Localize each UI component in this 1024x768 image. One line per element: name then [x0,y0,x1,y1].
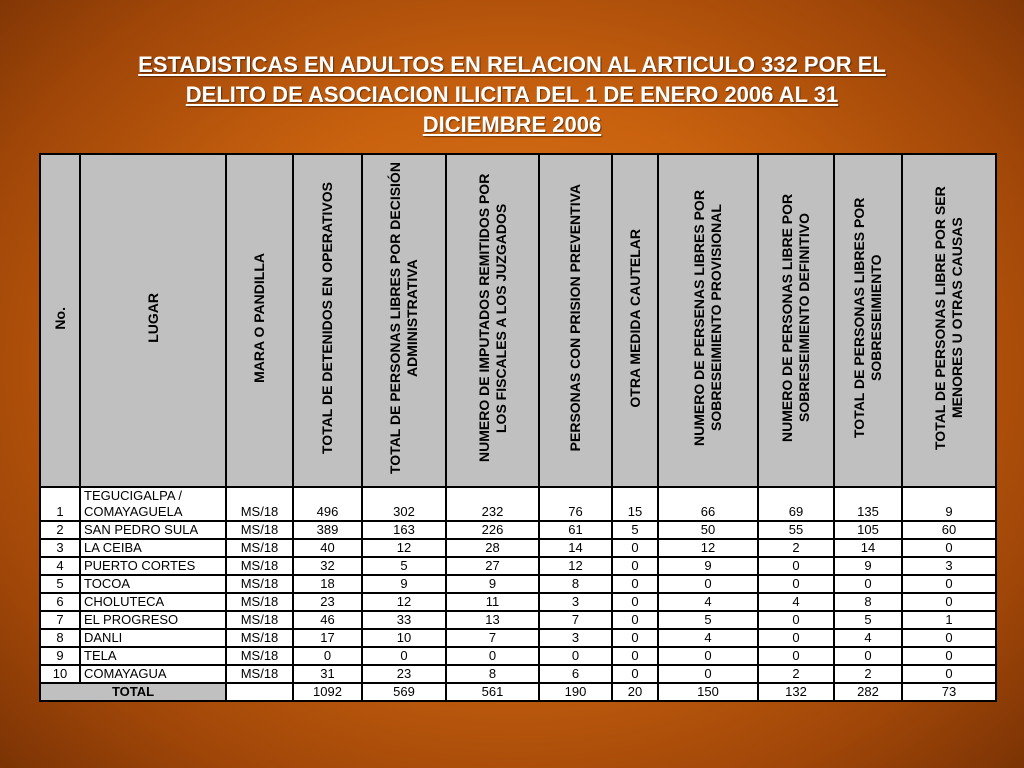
table-row [40,575,996,593]
menores-value: 0 [902,593,996,611]
table-row [40,647,996,665]
libres-admin-value: 23 [362,665,446,683]
menores-value: 0 [902,665,996,683]
header-label: TOTAL DE PERSONAS LIBRES POR SOBRESEIMIENTO [851,197,884,439]
header-lugar [80,154,226,487]
sobres-definitivo-value: 0 [758,647,834,665]
mara-value: MS/18 [226,611,293,629]
place-name: LA CEIBA [80,539,226,557]
place-name: COMAYAGUA [80,665,226,683]
cautelar-value: 0 [612,575,658,593]
menores-value: 1 [902,611,996,629]
sobres-provisional-value: 0 [658,647,758,665]
total-cell: 561 [446,683,539,701]
detenidos-value: 32 [293,557,362,575]
prision-value: 12 [539,557,612,575]
imputados-value: 226 [446,521,539,539]
header-libres-decision-administrativa [362,154,446,487]
total-cell: 1092 [293,683,362,701]
header-label: TOTAL DE PERSONAS LIBRE POR SER MENORES U OTRAS CAUSAS [932,186,965,450]
row-number: 9 [40,647,80,665]
sobres-provisional-value: 0 [658,575,758,593]
detenidos-value: 17 [293,629,362,647]
header-label: LUGAR [144,293,161,343]
total-cell: 150 [658,683,758,701]
header-label: No. [51,306,68,330]
imputados-value: 11 [446,593,539,611]
prision-value: 7 [539,611,612,629]
detenidos-value: 18 [293,575,362,593]
table-header [40,154,996,487]
sobres-definitivo-value: 0 [758,557,834,575]
sobres-provisional-value: 9 [658,557,758,575]
detenidos-value: 46 [293,611,362,629]
prision-value: 8 [539,575,612,593]
slide-title [40,50,984,140]
table-row [40,665,996,683]
imputados-value: 7 [446,629,539,647]
sobres-definitivo-value: 0 [758,629,834,647]
total-sobres-value: 5 [834,611,902,629]
total-sobres-value: 2 [834,665,902,683]
cautelar-value: 0 [612,539,658,557]
table-row [40,593,996,611]
sobres-definitivo-value: 55 [758,521,834,539]
table-row [40,539,996,557]
place-name: SAN PEDRO SULA [80,521,226,539]
header-prision-preventiva [539,154,612,487]
sobres-provisional-value: 50 [658,521,758,539]
row-number: 8 [40,629,80,647]
total-cell: 569 [362,683,446,701]
libres-admin-value: 33 [362,611,446,629]
sobres-provisional-value: 4 [658,593,758,611]
detenidos-value: 23 [293,593,362,611]
title-line-1: ESTADISTICAS EN ADULTOS EN RELACION AL ARTICULO 332 POR EL [138,52,886,77]
total-cell: 190 [539,683,612,701]
libres-admin-value: 12 [362,539,446,557]
mara-value: MS/18 [226,629,293,647]
place-name: TOCOA [80,575,226,593]
header-sobreseimiento-definitivo [758,154,834,487]
place-name: EL PROGRESO [80,611,226,629]
sobres-provisional-value: 5 [658,611,758,629]
row-number: 1 [40,487,80,521]
libres-admin-value: 163 [362,521,446,539]
header-menores-otras-causas [902,154,996,487]
imputados-value: 9 [446,575,539,593]
table-body [40,487,996,683]
total-sobres-value: 0 [834,647,902,665]
header-imputados-remitidos [446,154,539,487]
header-label: MARA O PANDILLA [251,253,267,383]
imputados-value: 0 [446,647,539,665]
sobres-definitivo-value: 2 [758,539,834,557]
row-number: 2 [40,521,80,539]
prision-value: 3 [539,593,612,611]
libres-admin-value: 12 [362,593,446,611]
prision-value: 14 [539,539,612,557]
table-row [40,629,996,647]
statistics-table [39,153,997,702]
mara-value: MS/18 [226,647,293,665]
detenidos-value: 496 [293,487,362,521]
menores-value: 9 [902,487,996,521]
total-cell: 132 [758,683,834,701]
mara-value: MS/18 [226,593,293,611]
imputados-value: 27 [446,557,539,575]
header-label: TOTAL DE DETENIDOS EN OPERATIVOS [319,182,335,454]
detenidos-value: 389 [293,521,362,539]
header-label: PERSONAS CON PRISION PREVENTIVA [567,184,583,452]
total-cell: 20 [612,683,658,701]
total-sobres-value: 14 [834,539,902,557]
libres-admin-value: 0 [362,647,446,665]
cautelar-value: 0 [612,593,658,611]
title-line-2: DELITO DE ASOCIACION ILICITA DEL 1 DE ENERO 2006 AL 31 [185,82,839,107]
cautelar-value: 15 [612,487,658,521]
place-name: TELA [80,647,226,665]
cautelar-value: 0 [612,611,658,629]
libres-admin-value: 302 [362,487,446,521]
place-name: CHOLUTECA [80,593,226,611]
header-total-detenidos [293,154,362,487]
title-line-3: DICIEMBRE 2006 [422,112,602,137]
header-mara-o-pandilla [226,154,293,487]
total-cell: 282 [834,683,902,701]
table-row [40,521,996,539]
table-row [40,557,996,575]
table-footer [40,683,996,701]
cautelar-value: 0 [612,629,658,647]
cautelar-value: 0 [612,647,658,665]
sobres-provisional-value: 0 [658,665,758,683]
table-row [40,487,996,521]
header-no [40,154,80,487]
header-label: NUMERO DE PERSENAS LIBRES POR SOBRESEIMIENTO PROVISIONAL [691,190,724,446]
cautelar-value: 0 [612,665,658,683]
total-row [40,683,996,701]
place-name: PUERTO CORTES [80,557,226,575]
total-sobres-value: 9 [834,557,902,575]
header-sobreseimiento-provisional [658,154,758,487]
header-label: NUMERO DE PERSONAS LIBRE POR SOBRESEIMIENTO DEFINITIVO [779,193,812,443]
cautelar-value: 5 [612,521,658,539]
table-row [40,611,996,629]
imputados-value: 232 [446,487,539,521]
detenidos-value: 40 [293,539,362,557]
total-sobres-value: 4 [834,629,902,647]
total-sobres-value: 105 [834,521,902,539]
prision-value: 76 [539,487,612,521]
place-name: DANLI [80,629,226,647]
total-sobres-value: 0 [834,575,902,593]
menores-value: 60 [902,521,996,539]
sobres-provisional-value: 12 [658,539,758,557]
header-label: TOTAL DE PERSONAS LIBRES POR DECISIÓN ADMINISTRATIVA [387,162,420,474]
libres-admin-value: 9 [362,575,446,593]
row-number: 5 [40,575,80,593]
header-otra-medida-cautelar [612,154,658,487]
sobres-definitivo-value: 2 [758,665,834,683]
prision-value: 0 [539,647,612,665]
header-label: OTRA MEDIDA CAUTELAR [626,228,643,408]
mara-value: MS/18 [226,575,293,593]
menores-value: 3 [902,557,996,575]
total-label: TOTAL [40,683,226,701]
menores-value: 0 [902,539,996,557]
imputados-value: 8 [446,665,539,683]
sobres-provisional-value: 4 [658,629,758,647]
sobres-definitivo-value: 0 [758,611,834,629]
sobres-provisional-value: 66 [658,487,758,521]
total-sobres-value: 135 [834,487,902,521]
total-sobres-value: 8 [834,593,902,611]
imputados-value: 13 [446,611,539,629]
sobres-definitivo-value: 0 [758,575,834,593]
header-total-sobreseimiento [834,154,902,487]
libres-admin-value: 10 [362,629,446,647]
row-number: 7 [40,611,80,629]
prision-value: 3 [539,629,612,647]
sobres-definitivo-value: 4 [758,593,834,611]
prision-value: 6 [539,665,612,683]
menores-value: 0 [902,629,996,647]
detenidos-value: 31 [293,665,362,683]
detenidos-value: 0 [293,647,362,665]
mara-value: MS/18 [226,539,293,557]
cautelar-value: 0 [612,557,658,575]
mara-value: MS/18 [226,557,293,575]
libres-admin-value: 5 [362,557,446,575]
menores-value: 0 [902,647,996,665]
mara-value: MS/18 [226,521,293,539]
row-number: 10 [40,665,80,683]
total-blank-cell [226,683,293,701]
header-row [40,154,996,487]
header-label: NUMERO DE IMPUTADOS REMITIDOS POR LOS FISCALES A LOS JUZGADOS [475,173,509,463]
mara-value: MS/18 [226,487,293,521]
imputados-value: 28 [446,539,539,557]
menores-value: 0 [902,575,996,593]
total-cell: 73 [902,683,996,701]
row-number: 4 [40,557,80,575]
mara-value: MS/18 [226,665,293,683]
prision-value: 61 [539,521,612,539]
sobres-definitivo-value: 69 [758,487,834,521]
row-number: 3 [40,539,80,557]
row-number: 6 [40,593,80,611]
place-name: TEGUCIGALPA / COMAYAGUELA [80,487,226,521]
